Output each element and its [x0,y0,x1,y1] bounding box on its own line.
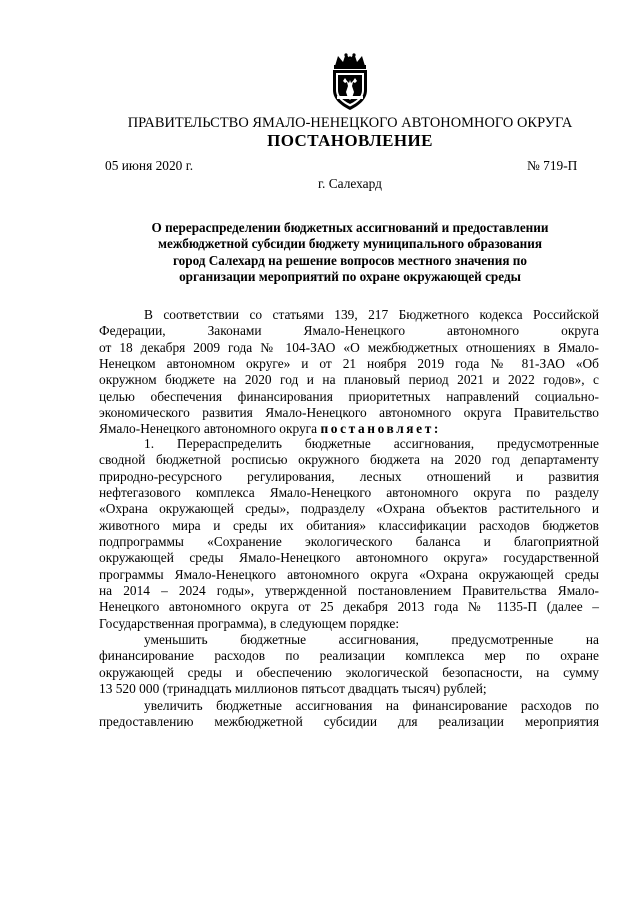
text-line: 1. Перераспределить бюджетные ассигнования, предусмотренные [144,436,599,451]
title-line: межбюджетной субсидии бюджету муниципального образования [158,236,542,252]
text-line: сводной бюджетной росписью окружного бюджета на 2020 год департаменту [99,452,599,468]
text-line: от 18 декабря 2009 года № 104-ЗАО «О межбюджетных отношениях в Ямало- [99,339,599,355]
text-line: окружающей среды и обеспечению экологической безопасности, на сумму [99,664,599,680]
text-line: подпрограммы «Сохранение экологического баланса и благоприятной [99,534,599,550]
text-line: нефтегазового комплекса Ямало-Ненецкого автономного округа по разделу [99,485,599,501]
document-date: 05 июня 2020 г. [105,158,194,173]
clause-1-paragraph [99,436,599,730]
government-name: ПРАВИТЕЛЬСТВО ЯМАЛО-НЕНЕЦКОГО АВТОНОМНОГО ОКРУГА [127,115,573,131]
title-line: организации мероприятий по охране окружающей среды [179,268,521,284]
text-fragment: Ямало-Ненецкого автономного округа [99,421,321,437]
text-line: целью обеспечения финансирования приоритетных направлений социально- [99,388,599,404]
document-city: г. Салехард [318,176,382,191]
decree-word: постановляет: [320,421,441,437]
text-line: финансирование расходов по реализации комплекса мер по охране [99,648,599,664]
document-title [100,220,600,285]
text-line: уменьшить бюджетные ассигнования, предусмотренные на [144,632,599,648]
text-line: программы Ямало-Ненецкого автономного округа «Охрана окружающей среды [99,566,599,582]
title-line: О перераспределении бюджетных ассигнований и предоставлении [151,220,549,235]
text-line: Ненецком автономном округе» и от 21 ноября 2019 года № 81-ЗАО «Об [99,356,599,372]
coat-of-arms-icon [327,52,373,112]
text-line: предоставлению межбюджетной субсидии для реализации мероприятия [99,713,599,729]
text-line: увеличить бюджетные ассигнования на финансирование расходов по [144,697,599,713]
text-line: экономического развития Ямало-Ненецкого автономного округа Правительство [99,405,599,421]
text-line: природно-ресурсного регулирования, лесных отношений и развития [99,468,599,484]
title-line: город Салехард на решение вопросов местного значения по [173,252,527,268]
preamble-paragraph [99,307,599,438]
text-line: 13 520 000 (тринадцать миллионов пятьсот двадцать тысяч) рублей; [99,681,487,697]
document-number: № 719-П [527,158,578,173]
text-line: Государственная программа), в следующем порядке: [99,615,400,631]
text-line: Ненецкого автономного округа от 25 декабря 2013 года № 1135-П (далее – [99,599,599,615]
text-line: «Охрана окружающей среды», подразделу «Охрана объектов растительного и [99,501,599,517]
document-type: ПОСТАНОВЛЕНИЕ [267,131,433,150]
coat-of-arms-emblem [327,52,373,112]
text-line: В соответствии со статьями 139, 217 Бюджетного кодекса Российской [144,307,599,322]
text-line: окружном бюджете на 2020 год и на плановый период 2021 и 2022 годов», с [99,372,599,388]
text-line: на 2014 – 2024 годы», утвержденной постановлением Правительства Ямало- [99,583,599,599]
text-line: окружающей среды Ямало-Ненецкого автономного округа» государственной [99,550,599,566]
text-line: животного мира и среды их обитания» классификации расходов бюджетов [99,517,599,533]
text-line: Федерации, Законами Ямало-Ненецкого автономного округа [99,323,599,339]
